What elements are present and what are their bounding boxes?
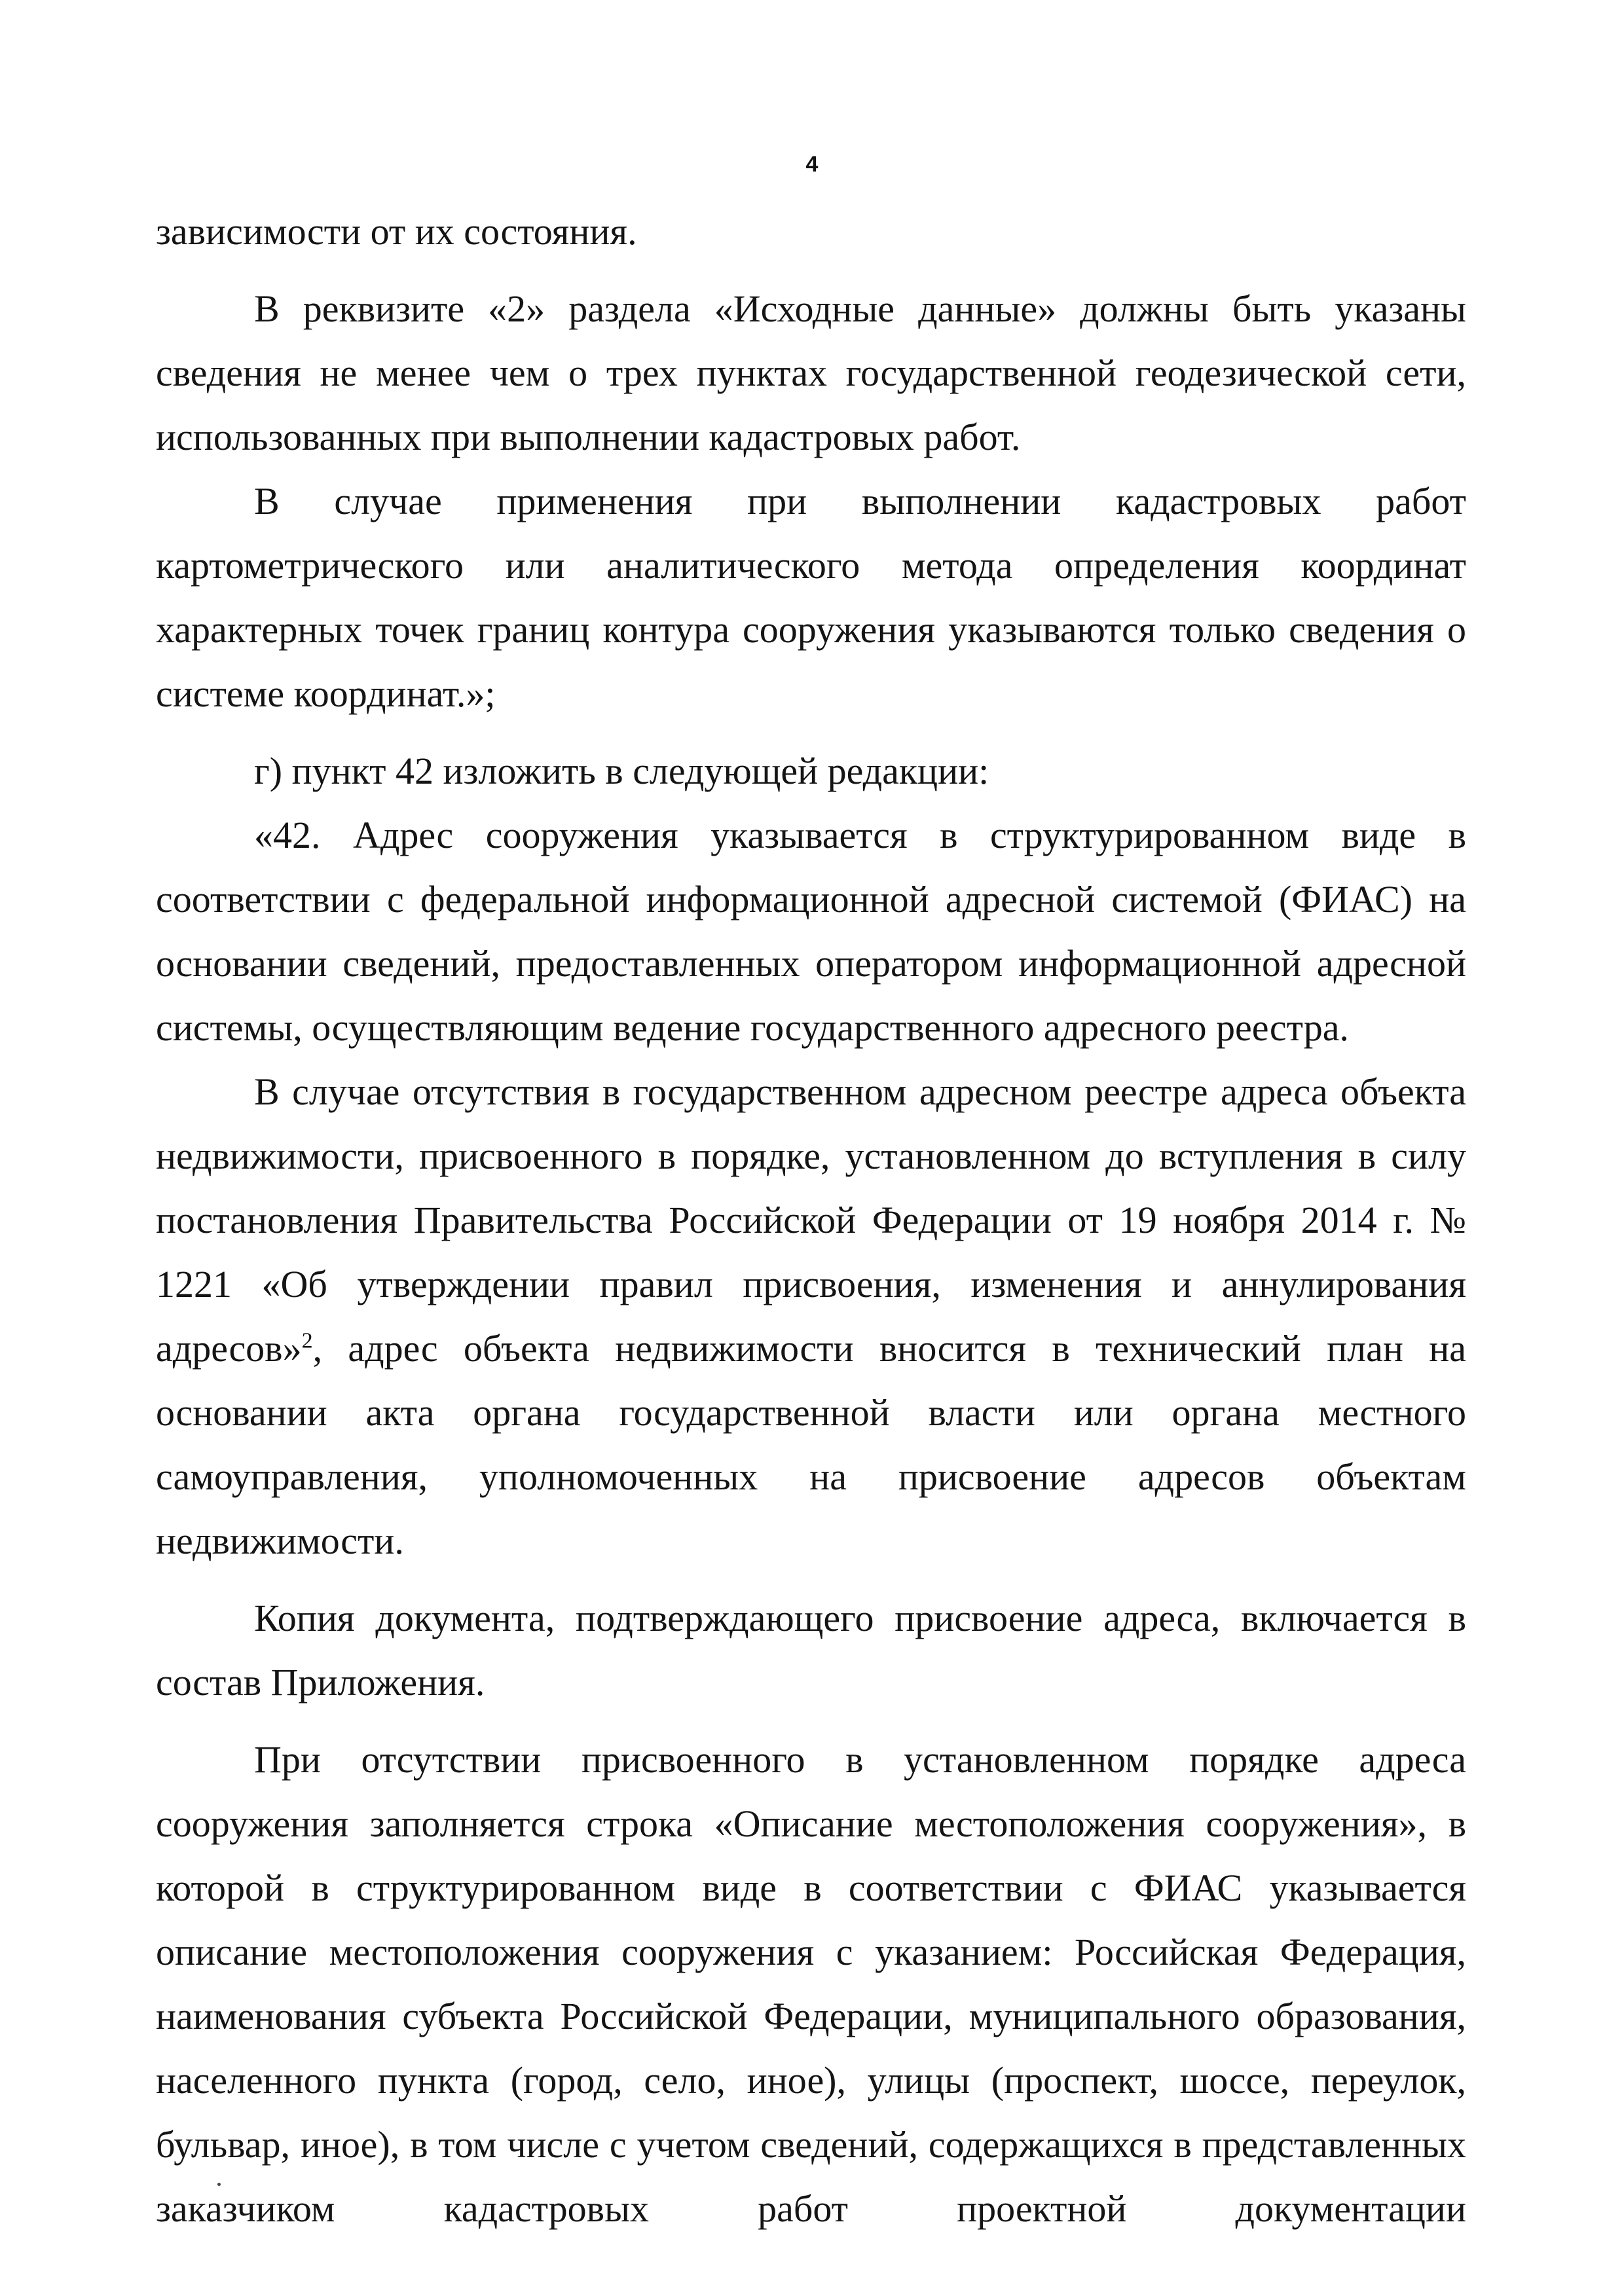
paragraph-location-description: При отсутствии присвоенного в установленном порядке адреса сооружения заполняется строка «Описание местоположения сооружения», в которой в структурированном виде в соответствии с ФИАС указывается описание местоположения сооружения с указанием: Российская Федерация, наименования субъекта Российской Федерации, муниципального образования, населенного пункта (город, село, иное), улицы (проспект, шоссе, переулок, бульвар, иное), в том числе с учетом сведений, содержащихся в представленных заказчиком кадастровых работ проектной документации — [156, 1738, 1466, 2230]
footnote-marker: 2 — [301, 1328, 313, 1353]
paragraph-continuation: зависимости от их состояния. — [156, 210, 637, 253]
paragraph-cartometric-method: В случае применения при выполнении кадастровых работ картометрического или аналитического метода определения координат характерных точек границ контура сооружения указываются только сведения о системе координат.»; — [156, 480, 1466, 715]
paragraph-address-absence-text-end: , адрес объекта недвижимости вносится в технический план на основании акта органа государственной власти или органа местного самоуправления, уполномоченных на присвоение адресов объектам недвижимости. — [156, 1327, 1466, 1562]
paragraph-address-absence-text-start: В случае отсутствия в государственном адресном реестре адреса объекта недвижимости, присвоенного в порядке, установленном до вступления в силу постановления Правительства Российской Федерации от 19 ноября 2014 г. № 1221 «Об утверждении правил присвоения, изменения и аннулирования адресов» — [156, 1070, 1466, 1370]
paragraph-document-copy: Копия документа, подтверждающего присвоение адреса, включается в состав Приложения. — [156, 1597, 1466, 1704]
document-body — [156, 200, 1466, 2241]
paragraph-requisite-2: В реквизите «2» раздела «Исходные данные» должны быть указаны сведения не менее чем о трех пунктах государственной геодезической сети, использованных при выполнении кадастровых работ. — [156, 287, 1466, 458]
scan-artifact-dot — [217, 2183, 221, 2186]
paragraph-point-42: «42. Адрес сооружения указывается в структурированном виде в соответствии с федеральной информационной адресной системой (ФИАС) на основании сведений, предоставленных оператором информационной адресной системы, осуществляющим ведение государственного адресного реестра. — [156, 814, 1466, 1049]
paragraph-item-g: г) пункт 42 изложить в следующей редакции: — [254, 750, 989, 792]
page-number: 4 — [805, 152, 819, 177]
paragraph-address-absence — [156, 1060, 1466, 1573]
